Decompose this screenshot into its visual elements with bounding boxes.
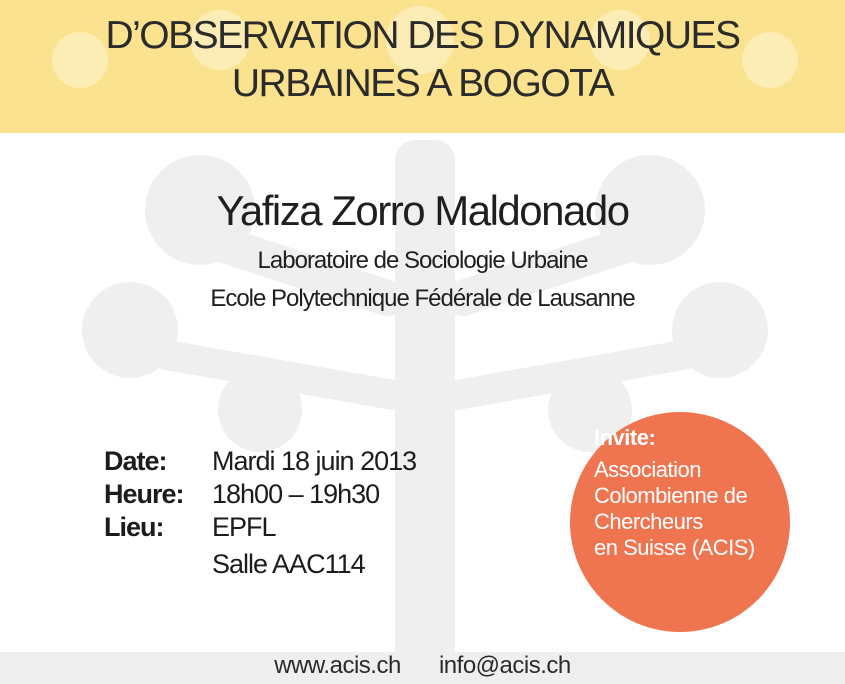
date-value: Mardi 18 juin 2013 bbox=[212, 446, 417, 476]
event-title-line-1: D’OBSERVATION DES DYNAMIQUES bbox=[105, 14, 740, 57]
place-value-1: EPFL bbox=[212, 512, 276, 542]
invite-line-3: Chercheurs bbox=[594, 509, 703, 534]
date-row bbox=[104, 445, 416, 477]
time-row bbox=[104, 478, 379, 510]
speaker-lab: Laboratoire de Sociologie Urbaine bbox=[257, 247, 588, 274]
speaker-school: Ecole Polytechnique Fédérale de Lausanne bbox=[210, 285, 635, 312]
speaker-name: Yafiza Zorro Maldonado bbox=[216, 187, 629, 234]
invite-line-1: Association bbox=[594, 457, 702, 482]
email-link[interactable]: info@acis.ch bbox=[438, 652, 571, 679]
place-value-2: Salle AAC114 bbox=[212, 549, 365, 579]
place-label: Lieu: bbox=[104, 512, 164, 542]
invite-title: Invite: bbox=[594, 425, 656, 450]
event-title-line-2: URBAINES A BOGOTA bbox=[231, 62, 614, 105]
website-link[interactable]: www.acis.ch bbox=[274, 652, 401, 679]
footer bbox=[0, 652, 845, 680]
time-value: 18h00 – 19h30 bbox=[212, 479, 380, 509]
invite-line-2: Colombienne de bbox=[594, 483, 748, 508]
time-label: Heure: bbox=[104, 479, 184, 509]
invite-line-4: en Suisse (ACIS) bbox=[594, 535, 755, 560]
place-row bbox=[104, 511, 276, 543]
date-label: Date: bbox=[104, 446, 167, 476]
